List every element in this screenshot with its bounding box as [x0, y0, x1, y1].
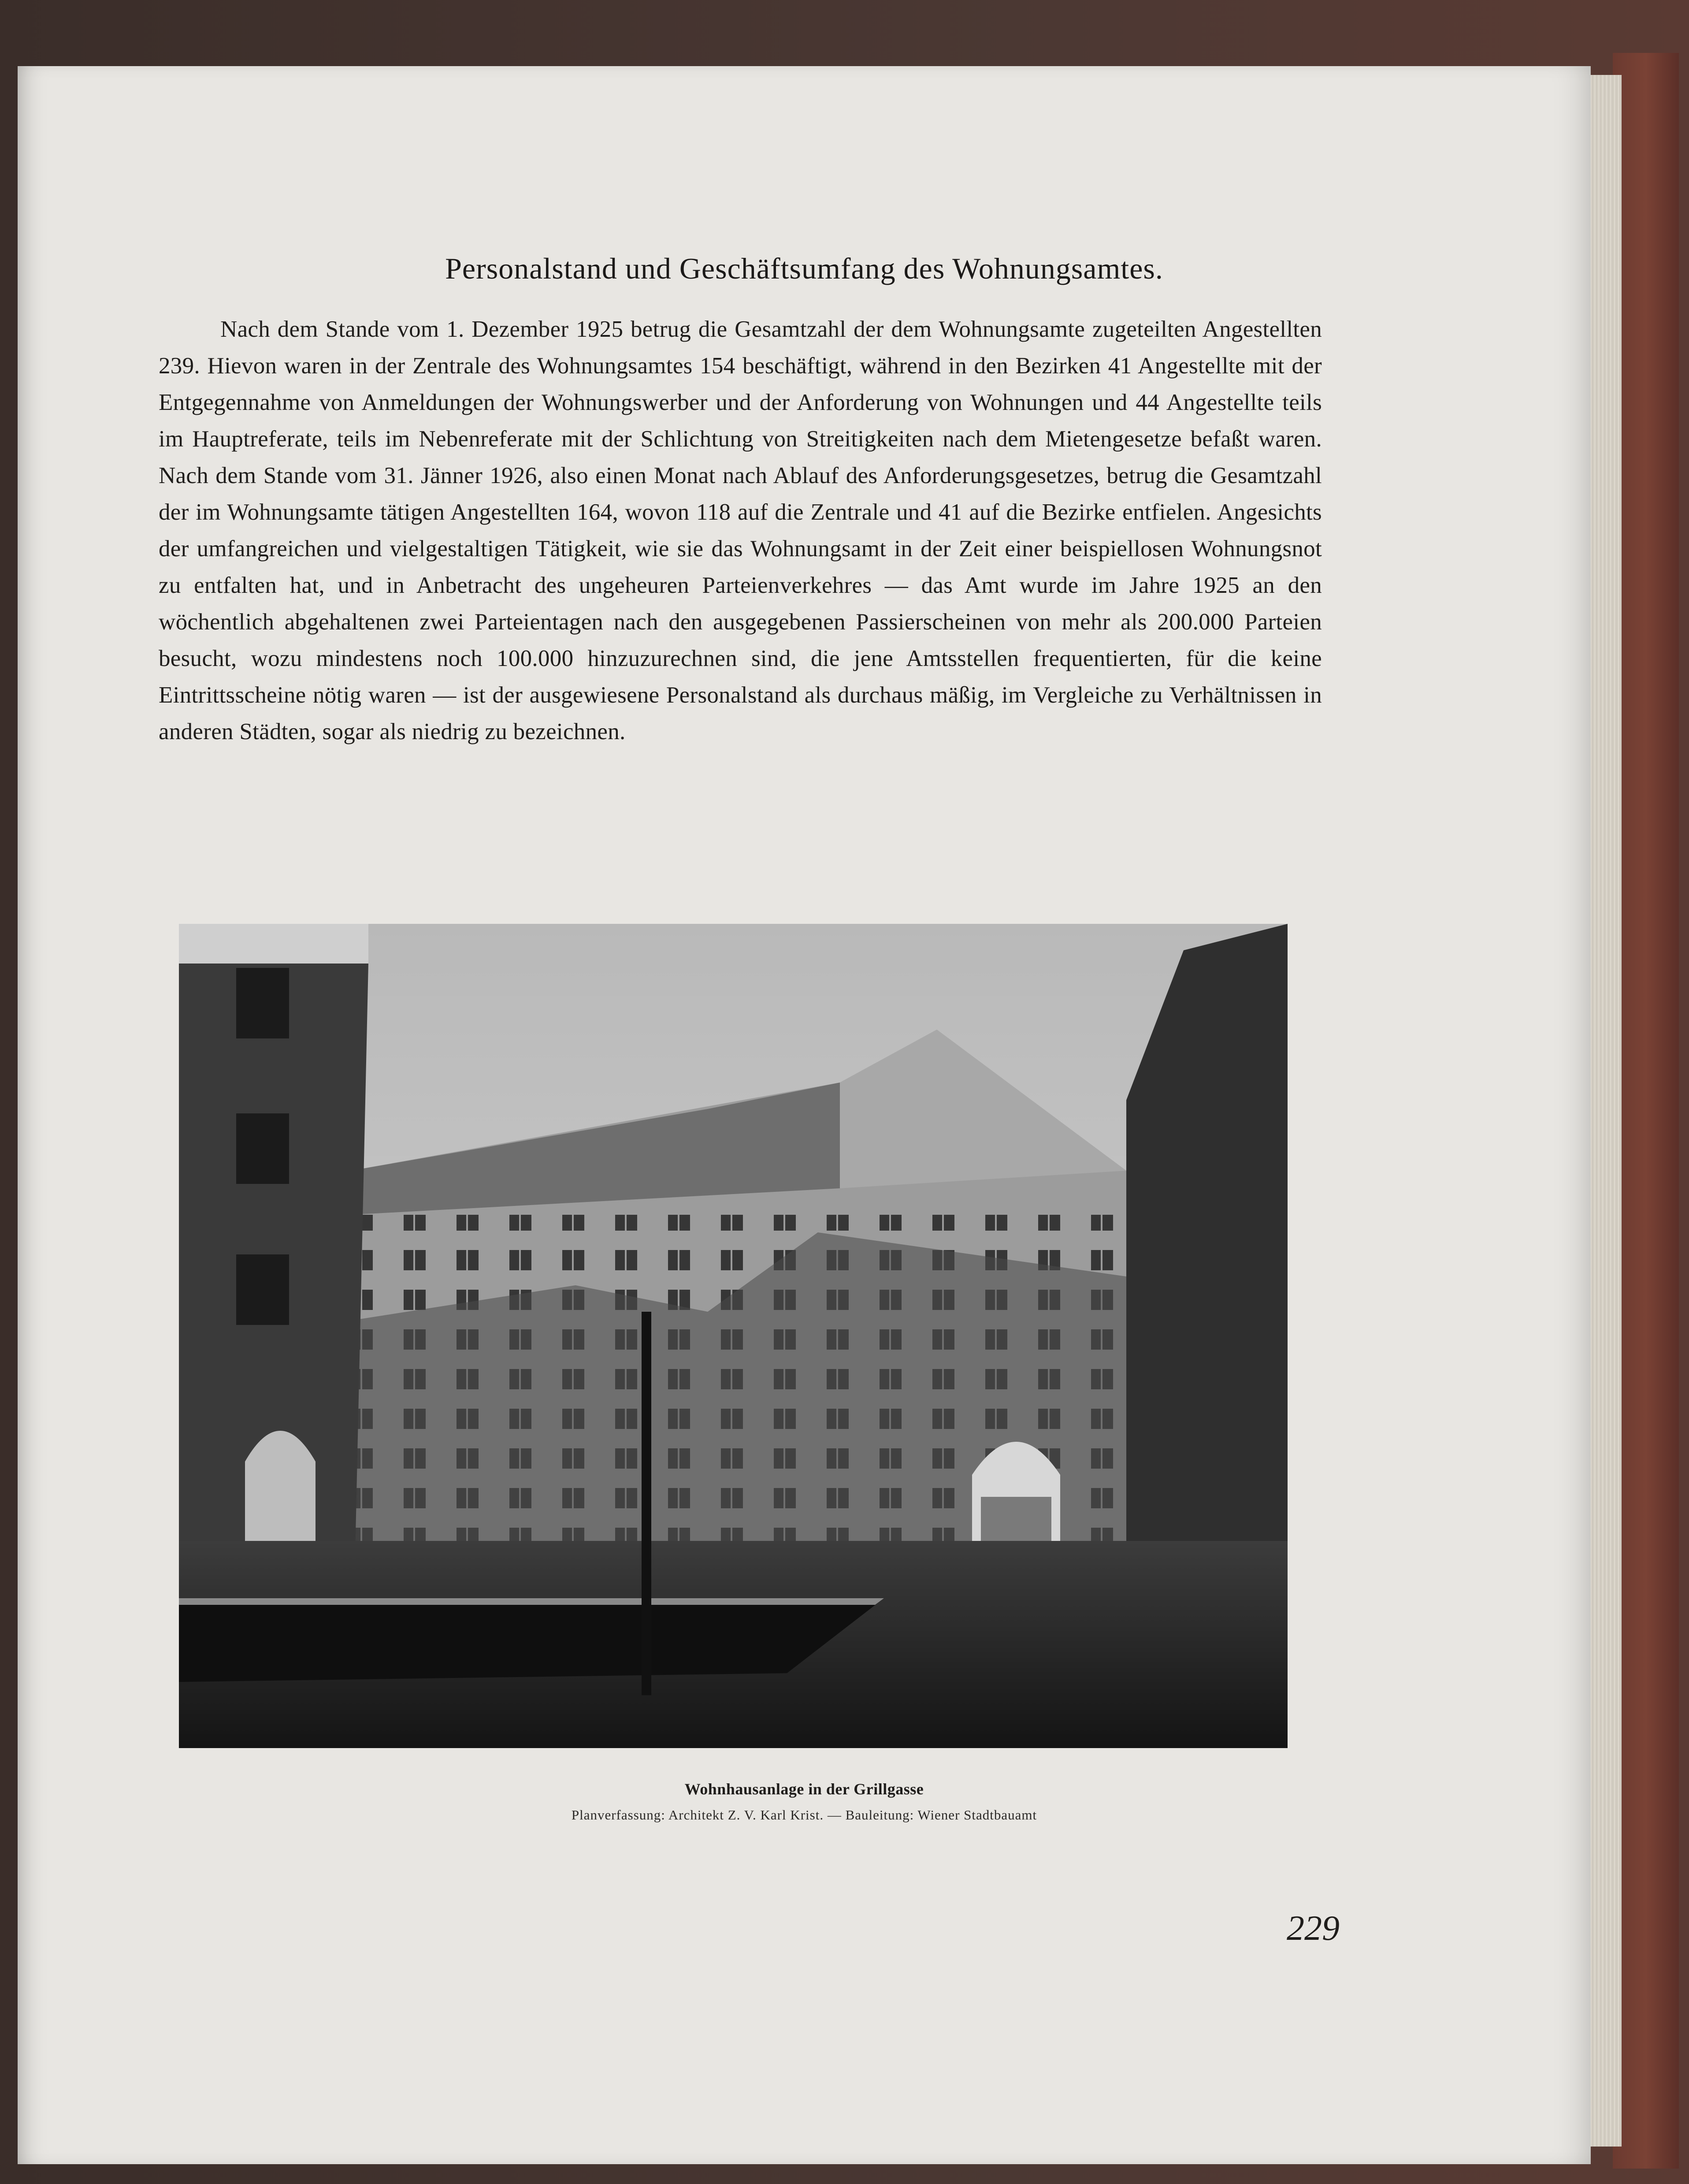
book-page [18, 66, 1591, 2164]
photo-credits: Planverfassung: Architekt Z. V. Karl Krist. — Bauleitung: Wiener Stadtbauamt [571, 1807, 1037, 1823]
page-heading: Personalstand und Geschäftsumfang des Wohnungsamtes. [445, 252, 1163, 285]
book-cover-edge [1613, 53, 1679, 2169]
page-number: 229 [1287, 1909, 1340, 1948]
photo-caption: Wohnhausanlage in der Grillgasse [684, 1780, 924, 1798]
body-paragraph: Nach dem Stande vom 1. Dezember 1925 betrug die Gesamtzahl der dem Wohnungsamte zugeteilten Angestellten 239. Hievon waren in der Zentrale des Wohnungsamtes 154 beschäftigt, während in den Bezirken 41 Angestellte mit der Entgegennahme von Anmeldungen der Wohnungswerber und der Anforderung von Wohnungen und 44 Angestellte teils im Hauptreferate, teils im Nebenreferate mit der Schlichtung von Streitigkeiten nach dem Mietengesetze befaßt waren. Nach dem Stande vom 31. Jänner 1926, also einen Monat nach Ablauf des Anforderungsgesetzes, betrug die Gesamtzahl der im Wohnungsamte tätigen Angestellten 164, wovon 118 auf die Zentrale und 41 auf die Bezirke entfielen. Angesichts der umfangreichen und vielgestaltigen Tätigkeit, wie sie das Wohnungsamt in der Zeit einer beispiellosen Wohnungsnot zu entfalten hat, und in Anbetracht des ungeheuren Parteienverkehres — das Amt wurde im Jahre 1925 an den wöchentlich abgehaltenen zwei Parteientagen nach den ausgegebenen Passierscheinen von mehr als 200.000 Parteien besucht, wozu mindestens noch 100.000 hinzuzurechnen sind, die jene Amtsstellen frequentierten, für die keine Eintrittsscheine nötig waren — ist der ausgewiesene Personalstand als durchaus mäßig, im Vergleiche zu Verhältnissen in anderen Städten, sogar als niedrig zu bezeichnen. [159, 316, 1322, 744]
courtyard-photograph [179, 924, 1288, 1748]
